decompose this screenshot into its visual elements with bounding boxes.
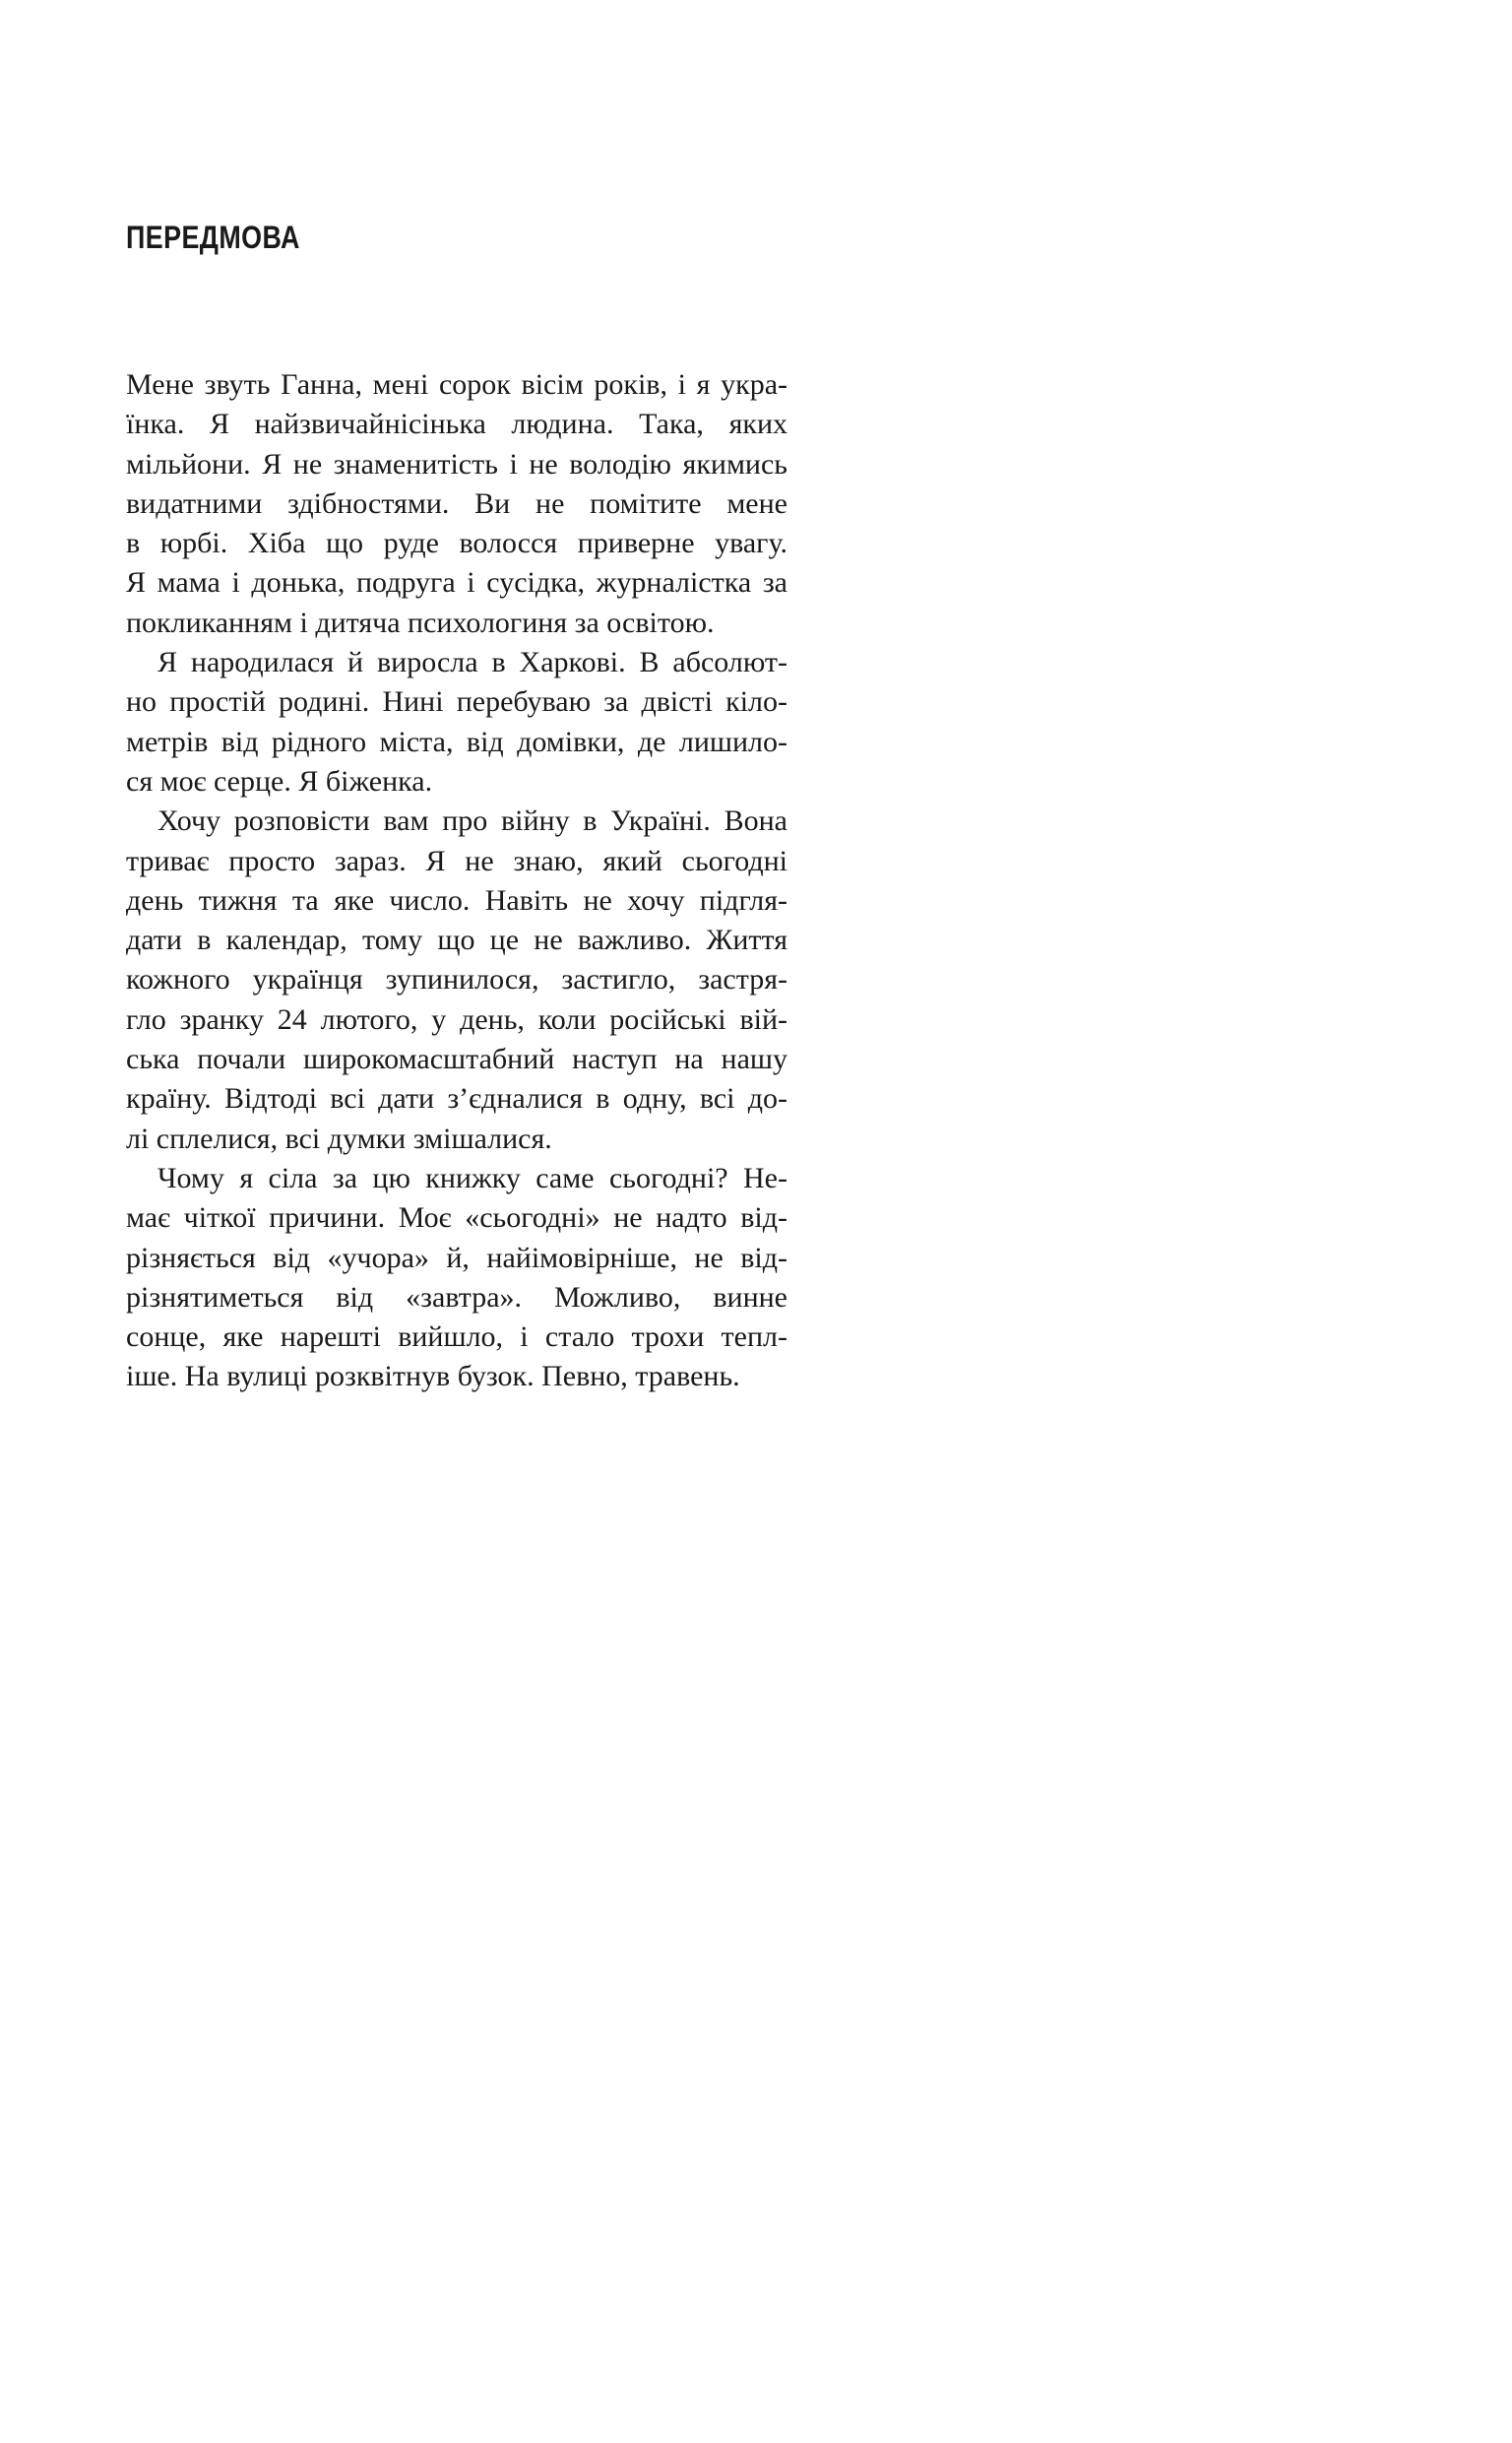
chapter-heading: ПЕРЕДМОВА <box>126 220 300 255</box>
text-line: різняється від «учора» й, найімовірніше, не від- <box>126 1241 788 1274</box>
text-line: Чому я сіла за цю книжку саме сьогодні? Не- <box>158 1161 788 1194</box>
text-line: Я народилася й виросла в Харкові. В абсолют- <box>158 646 788 679</box>
text-line: Хочу розповісти вам про війну в Україні. Вона <box>158 804 788 838</box>
text-line: ська почали широкомасштабний наступ на нашу <box>126 1043 788 1076</box>
text-line: метрів від рідного міста, від домівки, де лишило- <box>126 725 788 758</box>
text-line: дати в календар, тому що це не важливо. Життя <box>126 924 788 957</box>
text-line: но простій родині. Нині перебуваю за двісті кіло- <box>126 685 788 719</box>
book-page <box>0 0 945 1526</box>
text-line: Мене звуть Ганна, мені сорок вісім років, і я укра- <box>126 368 788 401</box>
text-line: в юрбі. Хіба що руде волосся приверне увагу. <box>126 527 788 560</box>
text-line: іше. На вулиці розквітнув бузок. Певно, травень. <box>126 1360 740 1393</box>
text-line: різнятиметься від «завтра». Можливо, винне <box>126 1280 788 1314</box>
body-text <box>126 365 788 1397</box>
text-line: сонце, яке нарешті вийшло, і стало трохи тепл- <box>126 1320 788 1354</box>
text-line: кожного українця зупинилося, застигло, застря- <box>126 963 788 996</box>
text-line: видатними здібностями. Ви не помітите мене <box>126 486 788 520</box>
text-line: ся моє серце. Я біженка. <box>126 764 433 798</box>
text-line: гло зранку 24 лютого, у день, коли російські вій- <box>126 1002 788 1036</box>
text-line: триває просто зараз. Я не знаю, який сьогодні <box>126 844 788 877</box>
text-line: країну. Відтоді всі дати з’єдналися в одну, всі до- <box>126 1082 788 1116</box>
text-line: мільйони. Я не знаменитість і не володію якимись <box>126 447 788 481</box>
text-line: день тижня та яке число. Навіть не хочу підгля- <box>126 883 788 917</box>
text-line: має чіткої причини. Моє «сьогодні» не надто від- <box>126 1201 788 1235</box>
text-line: покликанням і дитяча психологиня за освітою. <box>126 606 715 639</box>
text-line: лі сплелися, всі думки змішалися. <box>126 1122 552 1155</box>
text-line: їнка. Я найзвичайнісінька людина. Така, яких <box>126 408 788 441</box>
text-line: Я мама і донька, подруга і сусідка, журналістка за <box>126 566 788 600</box>
